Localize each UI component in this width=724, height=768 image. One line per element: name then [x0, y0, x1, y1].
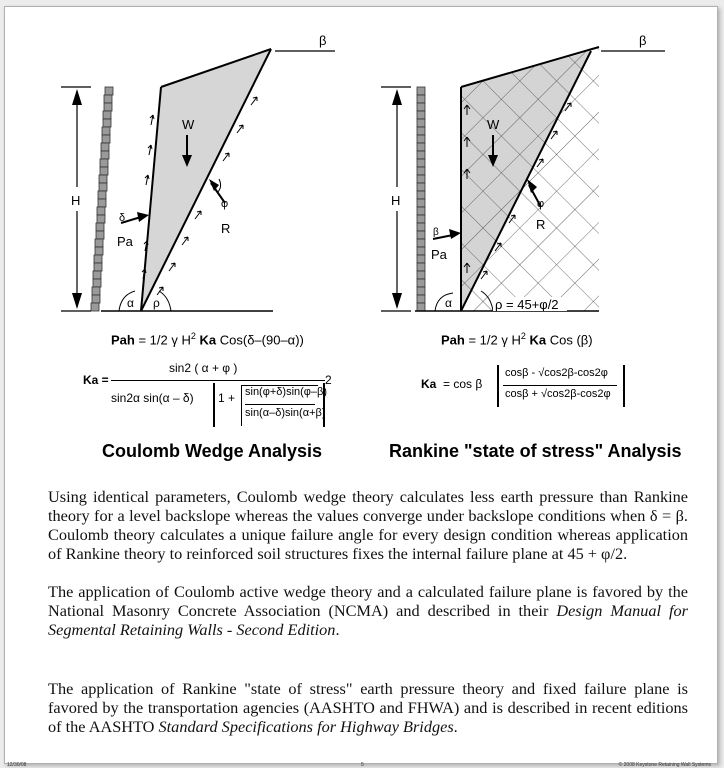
rankine-phi-label: φ [537, 198, 545, 210]
coulomb-rho-label: ρ [153, 296, 160, 310]
coulomb-ka-numerator: sin2 ( α + φ ) [169, 361, 238, 375]
coulomb-ka-exponent: 2 [325, 373, 332, 387]
coulomb-pa-label: Pa [117, 234, 133, 249]
coulomb-alpha-label: α [127, 296, 134, 310]
rankine-pah-ka: Ka [529, 332, 547, 348]
paragraph-comparison [48, 487, 688, 563]
document-page [4, 6, 718, 768]
coulomb-ka-fraction-bar [111, 380, 325, 381]
coulomb-ka-formula [83, 359, 343, 429]
rankine-w-label: W [487, 117, 500, 132]
coulomb-pah-lhs: Pah [111, 332, 135, 348]
rankine-ka-formula [421, 365, 661, 413]
footer-date: 12/30/08 [7, 762, 27, 768]
rankine-pa-label: Pa [431, 247, 447, 262]
coulomb-wall [91, 87, 113, 311]
rankine-r-label: R [536, 217, 546, 232]
paragraph-comparison-text: Using identical parameters, Coulomb wedge theory calculates less earth pressure than Rankine theory for a level backslope whereas the values converge under backslope conditions when δ = β. Coulomb theory calculates a unique failure angle for every design condition whereas application of Rankine theory to reinforced soil structures fixes the internal failure plane at 45 + φ/2. [48, 487, 688, 563]
rankine-alpha-label: α [445, 296, 452, 310]
coulomb-ka-lhs: Ka = [83, 373, 109, 387]
rankine-pah-lhs: Pah [441, 332, 465, 348]
ncma-manual-title: Design Manual for Segmental Retaining Walls - Second Edition [48, 601, 689, 639]
paragraph-ncma [48, 582, 688, 639]
paragraph-aashto-end: . [453, 717, 458, 736]
paragraph-aashto-text: The application of Rankine "state of stress" earth pressure theory and fixed failure plane is favored by the transportation agencies (AASHTO and FHWA) and is described in recent editions of the AASHTO [48, 679, 688, 736]
rankine-h-label: H [391, 193, 401, 208]
rankine-ka-fraction-bar [503, 385, 617, 386]
coulomb-ka-den-a: sin2α sin(α – δ) [111, 391, 194, 405]
coulomb-pah-rhs-b: Cos(δ–(90–α)) [219, 332, 304, 348]
coulomb-diagram [5, 7, 365, 337]
paragraph-ncma-text: The application of Coulomb active wedge theory and a calculated failure plane is favored by the National Masonry Concrete Association (NCMA) and described in their [48, 582, 688, 620]
coulomb-w-label: W [182, 117, 195, 132]
rankine-pah-sup: 2 [520, 331, 526, 341]
rankine-pah-rhs-b: Cos (β) [549, 332, 593, 348]
rankine-ka-numerator: cosβ - √cos2β-cos2φ [505, 367, 608, 379]
coulomb-sqrt-denominator: sin(α–δ)sin(α+β) [245, 407, 326, 419]
coulomb-pah-rhs-a: = 1/2 γ H [138, 332, 191, 348]
rankine-pah-formula [441, 331, 593, 347]
rankine-wall [417, 87, 425, 311]
coulomb-beta-label: β [319, 33, 327, 48]
coulomb-ka-den-one: 1 + [218, 391, 236, 405]
rankine-beta-label: β [639, 33, 647, 48]
coulomb-heading: Coulomb Wedge Analysis [102, 441, 323, 461]
rankine-diagram [361, 7, 717, 337]
coulomb-r-label: R [221, 221, 231, 236]
rankine-rho-label: ρ = 45+φ/2 [495, 297, 559, 312]
coulomb-sqrt-bar [245, 404, 315, 405]
rankine-ka-denominator: cosβ + √cos2β-cos2φ [505, 388, 611, 400]
coulomb-sqrt-numerator: sin(φ+δ)sin(φ–β) [245, 386, 328, 398]
aashto-spec-title: Standard Specifications for Highway Bridges [158, 717, 454, 736]
coulomb-pah-ka: Ka [199, 332, 217, 348]
rankine-ka-eq: = cos β [443, 377, 483, 391]
rankine-pah-rhs-a: = 1/2 γ H [468, 332, 521, 348]
rankine-beta-pa-label: β [433, 227, 439, 238]
coulomb-pah-sup: 2 [190, 331, 196, 341]
coulomb-phi-label: φ [221, 198, 229, 210]
footer-copyright: © 2008 Keystone Retaining Wall Systems [618, 762, 711, 768]
coulomb-pah-formula [111, 331, 304, 347]
paragraph-ncma-end: . [335, 620, 340, 639]
rankine-heading: Rankine "state of stress" Analysis [389, 441, 682, 461]
coulomb-delta-label: δ [119, 212, 126, 224]
rankine-ka-lhs: Ka [421, 377, 437, 391]
paragraph-aashto [48, 679, 688, 736]
footer-page-number: 5 [361, 762, 364, 768]
coulomb-h-label: H [71, 193, 81, 208]
